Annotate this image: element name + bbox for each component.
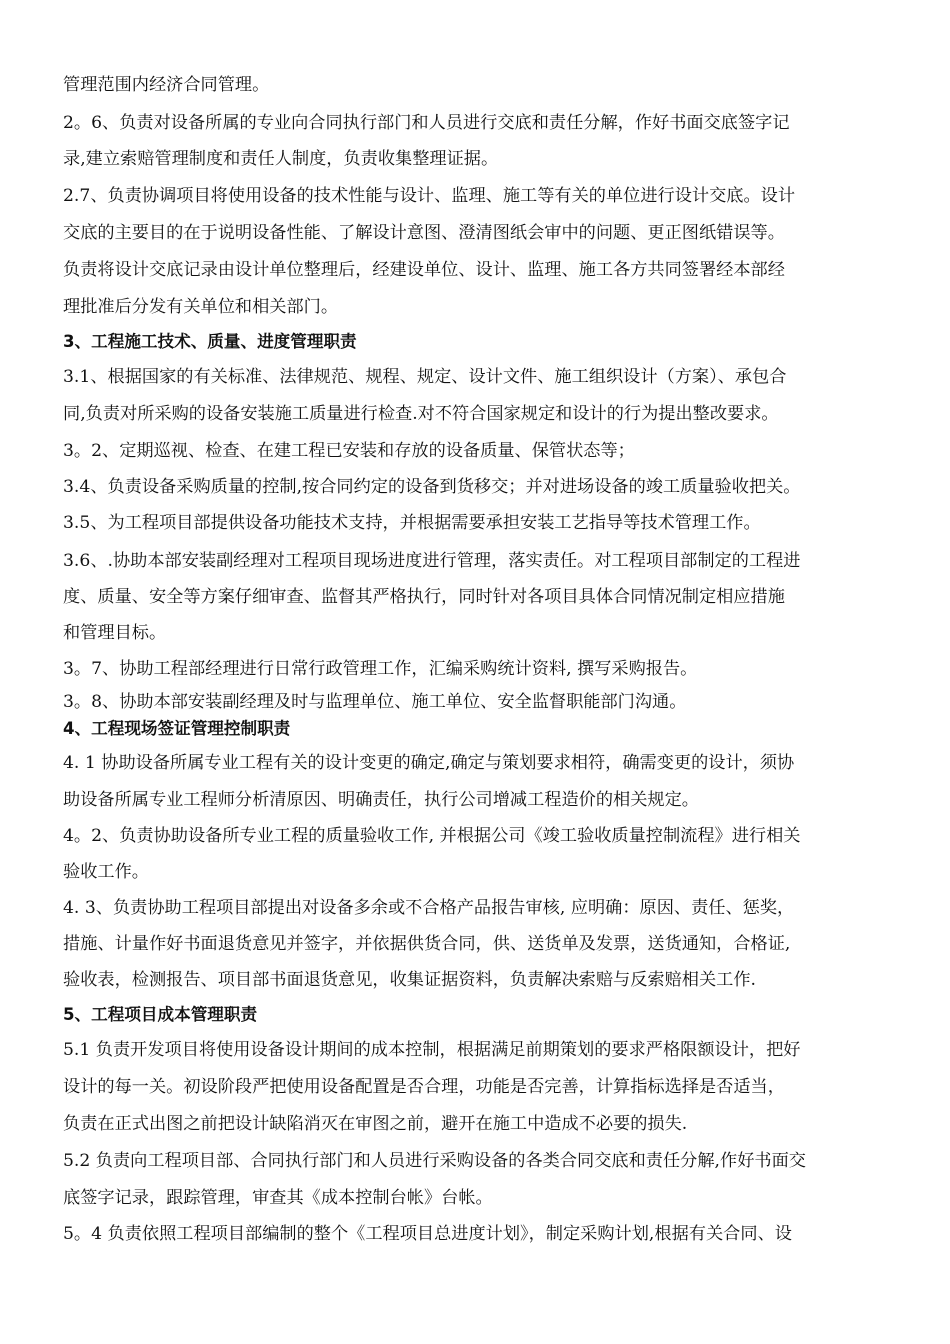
text-line: 2。6、负责对设备所属的专业向合同执行部门和人员进行交底和责任分解，作好书面交底签字记 xyxy=(63,113,790,133)
text-line: 验收工作。 xyxy=(63,862,149,882)
text-line: 措施、计量作好书面退货意见并签字，并依据供货合同，供、送货单及发票，送货通知，合格证, xyxy=(63,934,791,954)
text-line: 3.5、为工程项目部提供设备功能技术支持，并根据需要承担安装工艺指导等技术管理工作。 xyxy=(63,513,761,533)
text-line: 负责将设计交底记录由设计单位整理后，经建设单位、设计、监理、施工各方共同签署经本部经 xyxy=(63,260,785,280)
text-line: 和管理目标。 xyxy=(63,623,167,643)
text-line: 3.4、负责设备采购质量的控制,按合同约定的设备到货移交；并对进场设备的竣工质量验收把关。 xyxy=(63,477,801,497)
text-line: 度、质量、安全等方案仔细审查、监督其严格执行，同时针对各项目具体合同情况制定相应措施 xyxy=(63,587,785,607)
text-line: 2.7、负责协调项目将使用设备的技术性能与设计、监理、施工等有关的单位进行设计交底。设计 xyxy=(63,186,796,206)
text-line: 同,负责对所采购的设备安装施工质量进行检查.对不符合国家规定和设计的行为提出整改要求。 xyxy=(63,404,779,424)
text-line: 3.6、.协助本部安装副经理对工程项目现场进度进行管理，落实责任。对工程项目部制定的工程进 xyxy=(63,551,801,571)
text-line: 4. 1 协助设备所属专业工程有关的设计变更的确定,确定与策划要求相符，确需变更的设计，须协 xyxy=(63,753,795,773)
text-line: 3。2、定期巡视、检查、在建工程已安装和存放的设备质量、保管状态等； xyxy=(63,441,635,461)
text-line: 3。8、协助本部安装副经理及时与监理单位、施工单位、安全监督职能部门沟通。 xyxy=(63,692,687,712)
text-line: 底签字记录，跟踪管理，审查其《成本控制台帐》台帐。 xyxy=(63,1188,493,1208)
text-line: 验收表，检测报告、项目部书面退货意见，收集证据资料，负责解决索赔与反索赔相关工作. xyxy=(63,970,756,990)
text-line: 录,建立索赔管理制度和责任人制度，负责收集整理证据。 xyxy=(63,149,499,169)
section-heading: 5、工程项目成本管理职责 xyxy=(63,1005,258,1024)
text-line: 5.1 负责开发项目将使用设备设计期间的成本控制，根据满足前期策划的要求严格限额设计，把好 xyxy=(63,1040,801,1060)
text-line: 设计的每一关。初设阶段严把使用设备配置是否合理，功能是否完善，计算指标选择是否适当， xyxy=(63,1077,785,1097)
text-line: 3.1、根据国家的有关标准、法律规范、规程、规定、设计文件、施工组织设计（方案）、承包合 xyxy=(63,367,787,387)
text-line: 5.2 负责向工程项目部、合同执行部门和人员进行采购设备的各类合同交底和责任分解,作好书面交 xyxy=(63,1151,806,1171)
text-line: 4. 3、负责协助工程项目部提出对设备多余或不合格产品报告审核, 应明确：原因、责任、惩奖， xyxy=(63,898,795,918)
text-line: 交底的主要目的在于说明设备性能、了解设计意图、澄清图纸会审中的问题、更正图纸错误等。 xyxy=(63,223,785,243)
text-line: 管理范围内经济合同管理。 xyxy=(63,75,270,95)
section-heading: 4、工程现场签证管理控制职责 xyxy=(63,719,291,738)
text-line: 5。4 负责依照工程项目部编制的整个《工程项目总进度计划》，制定采购计划,根据有关合同、设 xyxy=(63,1224,792,1244)
text-line: 4。2、负责协助设备所专业工程的质量验收工作, 并根据公司《竣工验收质量控制流程》进行相关 xyxy=(63,826,801,846)
section-heading: 3、工程施工技术、质量、进度管理职责 xyxy=(63,332,357,351)
text-line: 3。7、协助工程部经理进行日常行政管理工作，汇编采购统计资料, 撰写采购报告。 xyxy=(63,659,698,679)
text-line: 理批准后分发有关单位和相关部门。 xyxy=(63,297,339,317)
text-line: 负责在正式出图之前把设计缺陷消灭在审图之前，避开在施工中造成不必要的损失. xyxy=(63,1114,688,1134)
text-line: 助设备所属专业工程师分析清原因、明确责任，执行公司增减工程造价的相关规定。 xyxy=(63,790,699,810)
